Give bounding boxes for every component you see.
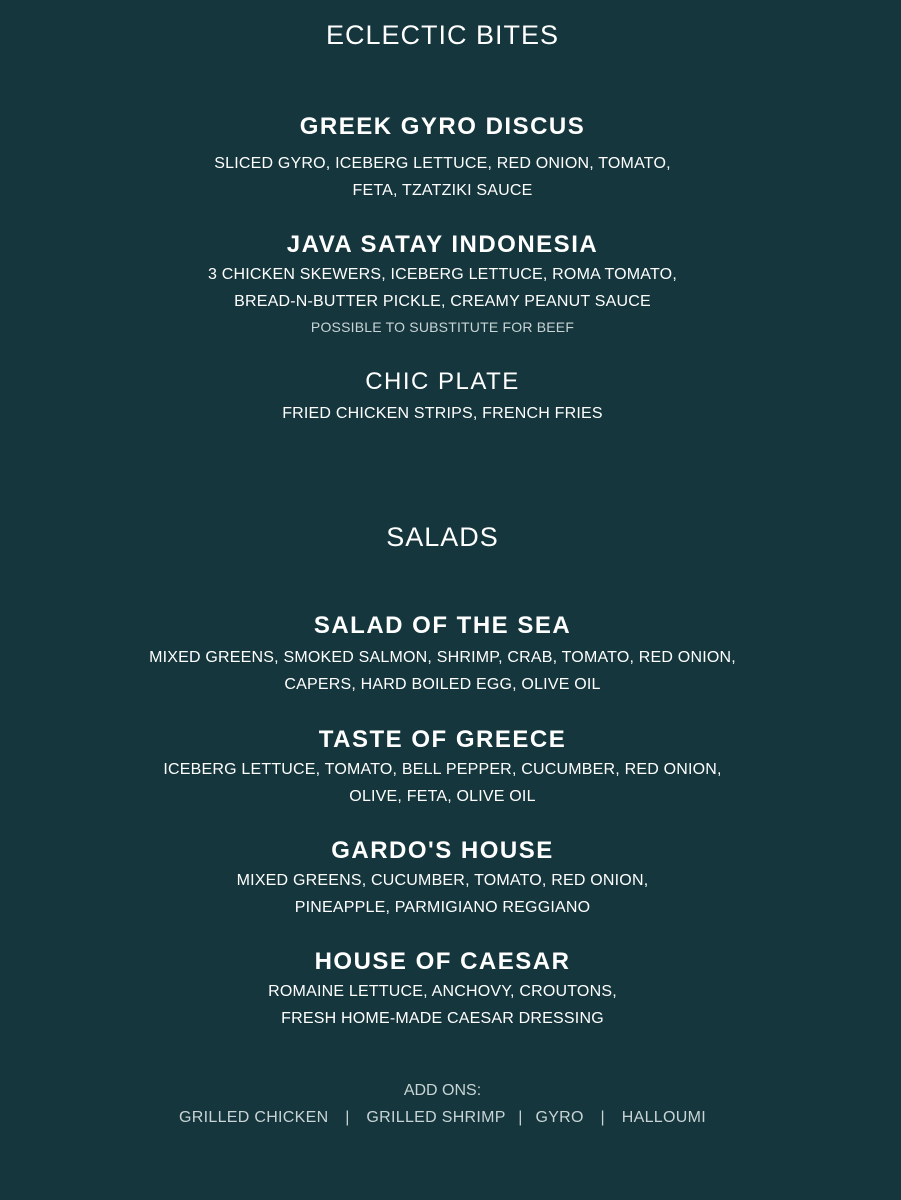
section-title-salads: SALADS [386,522,499,552]
addon-separator: | [518,1109,523,1126]
item-desc-salad-of-the-sea-line1: MIXED GREENS, SMOKED SALMON, SHRIMP, CRAB, TOMATO, RED ONION, [149,649,736,666]
addon-gyro: GYRO [535,1109,584,1126]
addon-separator: | [345,1109,350,1126]
item-desc-house-of-caesar-line1: ROMAINE LETTUCE, ANCHOVY, CROUTONS, [268,983,617,1000]
item-desc-java-satay-line2: BREAD-N-BUTTER PICKLE, CREAMY PEANUT SAUCE [234,293,651,310]
item-title-salad-of-the-sea: SALAD OF THE SEA [313,612,572,639]
addons-list [0,1109,885,1127]
item-desc-greek-gyro-line1: SLICED GYRO, ICEBERG LETTUCE, RED ONION, TOMATO, [214,155,671,172]
item-desc-house-of-caesar-line2: FRESH HOME-MADE CAESAR DRESSING [281,1010,604,1027]
item-title-greek-gyro-discus: GREEK GYRO DISCUS [299,113,586,140]
addon-grilled-shrimp: GRILLED SHRIMP [366,1109,506,1126]
item-title-house-of-caesar: HOUSE OF CAESAR [314,948,571,975]
item-desc-greek-gyro-line2: FETA, TZATZIKI SAUCE [352,182,533,199]
item-title-taste-of-greece: TASTE OF GREECE [318,726,567,753]
item-desc-taste-of-greece-line2: OLIVE, FETA, OLIVE OIL [349,788,536,805]
addons-label: ADD ONS: [403,1082,482,1099]
item-note-java-satay: POSSIBLE TO SUBSTITUTE FOR BEEF [310,319,575,335]
item-desc-gardos-house-line1: MIXED GREENS, CUCUMBER, TOMATO, RED ONION, [236,872,649,889]
item-title-chic-plate: CHIC PLATE [365,368,520,395]
addon-halloumi: HALLOUMI [621,1109,706,1126]
item-desc-taste-of-greece-line1: ICEBERG LETTUCE, TOMATO, BELL PEPPER, CUCUMBER, RED ONION, [163,761,722,778]
item-desc-java-satay-line1: 3 CHICKEN SKEWERS, ICEBERG LETTUCE, ROMA TOMATO, [208,266,677,283]
item-desc-salad-of-the-sea-line2: CAPERS, HARD BOILED EGG, OLIVE OIL [284,676,601,693]
item-title-gardos-house: GARDO'S HOUSE [331,837,554,864]
addon-grilled-chicken: GRILLED CHICKEN [179,1109,329,1126]
section-title-eclectic-bites: ECLECTIC BITES [325,20,560,50]
item-title-java-satay-indonesia: JAVA SATAY INDONESIA [286,231,599,258]
addon-separator: | [600,1109,605,1126]
item-desc-chic-plate-line1: FRIED CHICKEN STRIPS, FRENCH FRIES [282,405,603,422]
item-desc-gardos-house-line2: PINEAPPLE, PARMIGIANO REGGIANO [294,899,591,916]
